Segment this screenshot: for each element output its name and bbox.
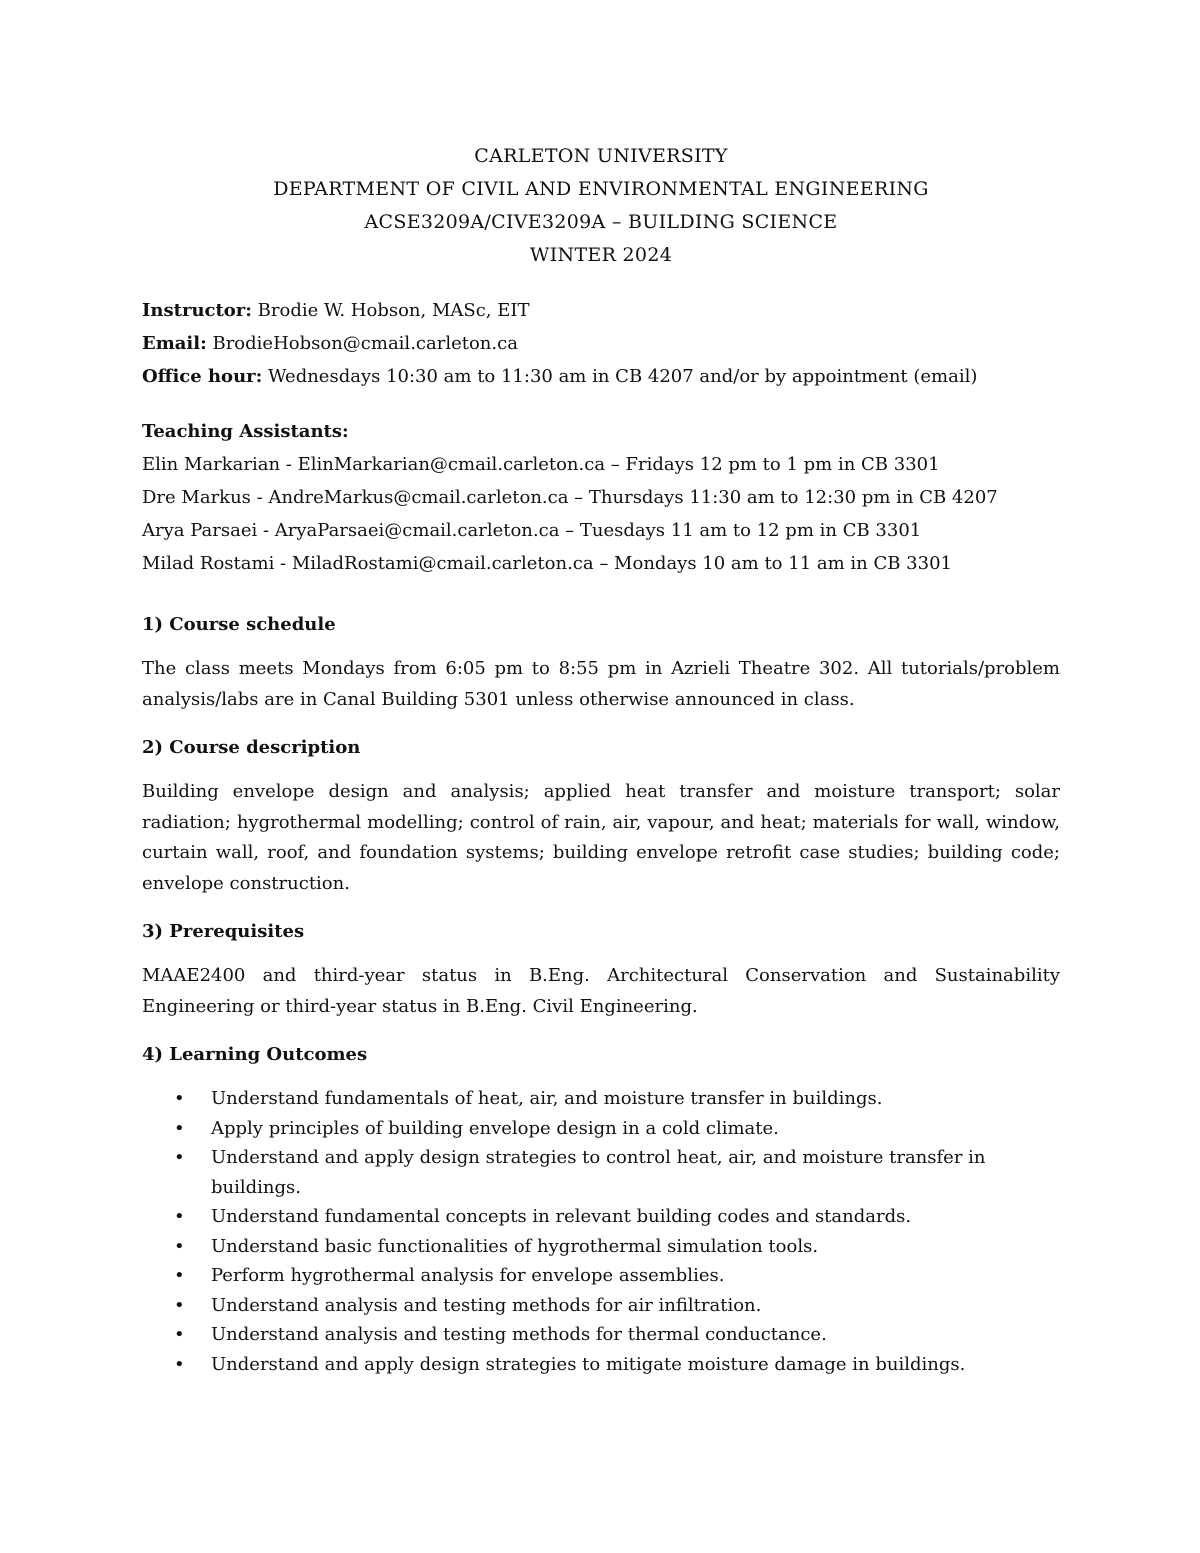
university-name: CARLETON UNIVERSITY [474, 145, 728, 167]
list-item: • Understand fundamental concepts in relevant building codes and standards. [142, 1202, 1060, 1232]
office-hour-value: Wednesdays 10:30 am to 11:30 am in CB 4207 and/or by appointment (email) [262, 366, 978, 387]
bullet-icon: • [174, 1294, 185, 1316]
email-label: Email: [142, 333, 207, 354]
bullet-icon: • [174, 1324, 185, 1345]
instructor-info [142, 294, 1060, 393]
list-item: • Perform hygrothermal analysis for envelope assemblies. [142, 1261, 1060, 1291]
office-hour-label: Office hour: [142, 366, 263, 387]
section-title: 3) Prerequisites [142, 921, 305, 942]
course-title: ACSE3209A/CIVE3209A – BUILDING SCIENCE [364, 211, 838, 233]
section-prerequisites [142, 917, 1060, 1022]
office-hour-line [142, 360, 1060, 393]
list-item: • Apply principles of building envelope design in a cold climate. [142, 1114, 1060, 1144]
bullet-icon: • [174, 1206, 185, 1227]
section-schedule [142, 610, 1060, 715]
email-line [142, 327, 1060, 360]
bullet-icon: • [174, 1088, 185, 1109]
section-title: 1) Course schedule [142, 614, 336, 635]
document-header [142, 140, 1060, 272]
section-title: 2) Course description [142, 737, 361, 758]
learning-outcomes-list [142, 1084, 1060, 1379]
bullet-icon: • [174, 1117, 185, 1139]
bullet-icon: • [174, 1147, 185, 1168]
ta-item: Dre Markus - AndreMarkus@cmail.carleton.ca – Thursdays 11:30 am to 12:30 pm in CB 4207 [142, 487, 998, 508]
email-value[interactable]: BrodieHobson@cmail.carleton.ca [206, 333, 518, 354]
section-text: The class meets Mondays from 6:05 pm to 8:55 pm in Azrieli Theatre 302. All tutorials/problem analysis/labs are in Canal Building 5301 unless otherwise announced in class. [142, 658, 1060, 710]
list-item: • Understand fundamentals of heat, air, and moisture transfer in buildings. [142, 1084, 1060, 1114]
section-text: Building envelope design and analysis; applied heat transfer and moisture transport; solar radiation; hygrothermal modelling; control of rain, air, vapour, and heat; materials for wall, window, curtain wall, roof, and foundation systems; building envelope retrofit case studies; building code; envelope construction. [142, 781, 1060, 894]
list-item: • Understand basic functionalities of hygrothermal simulation tools. [142, 1232, 1060, 1262]
syllabus-page [142, 140, 1060, 1379]
bullet-icon: • [174, 1235, 185, 1257]
ta-item: Milad Rostami - MiladRostami@cmail.carleton.ca – Mondays 10 am to 11 am in CB 3301 [142, 553, 952, 574]
list-item: • Understand and apply design strategies to mitigate moisture damage in buildings. [142, 1350, 1060, 1380]
list-item: • Understand and apply design strategies to control heat, air, and moisture transfer in buildings. [142, 1143, 1060, 1202]
instructor-line [142, 294, 1060, 327]
teaching-assistants [142, 415, 1060, 580]
ta-item: Arya Parsaei - AryaParsaei@cmail.carleton.ca – Tuesdays 11 am to 12 pm in CB 3301 [142, 520, 922, 541]
section-text: MAAE2400 and third-year status in B.Eng. Architectural Conservation and Sustainability Engineering or third-year status in B.Eng. Civil Engineering. [142, 965, 1060, 1017]
list-item: • Understand analysis and testing methods for thermal conductance. [142, 1320, 1060, 1350]
ta-title: Teaching Assistants: [142, 421, 349, 442]
list-item: • Understand analysis and testing methods for air infiltration. [142, 1291, 1060, 1321]
department-name: DEPARTMENT OF CIVIL AND ENVIRONMENTAL ENGINEERING [273, 178, 929, 200]
section-title: 4) Learning Outcomes [142, 1044, 368, 1065]
term: WINTER 2024 [529, 244, 673, 266]
bullet-icon: • [174, 1265, 185, 1286]
instructor-value: Brodie W. Hobson, MASc, EIT [251, 300, 530, 321]
section-learning-outcomes [142, 1040, 1060, 1379]
ta-item: Elin Markarian - ElinMarkarian@cmail.carleton.ca – Fridays 12 pm to 1 pm in CB 3301 [142, 454, 940, 475]
section-description [142, 733, 1060, 899]
bullet-icon: • [174, 1353, 185, 1375]
instructor-label: Instructor: [142, 300, 252, 321]
